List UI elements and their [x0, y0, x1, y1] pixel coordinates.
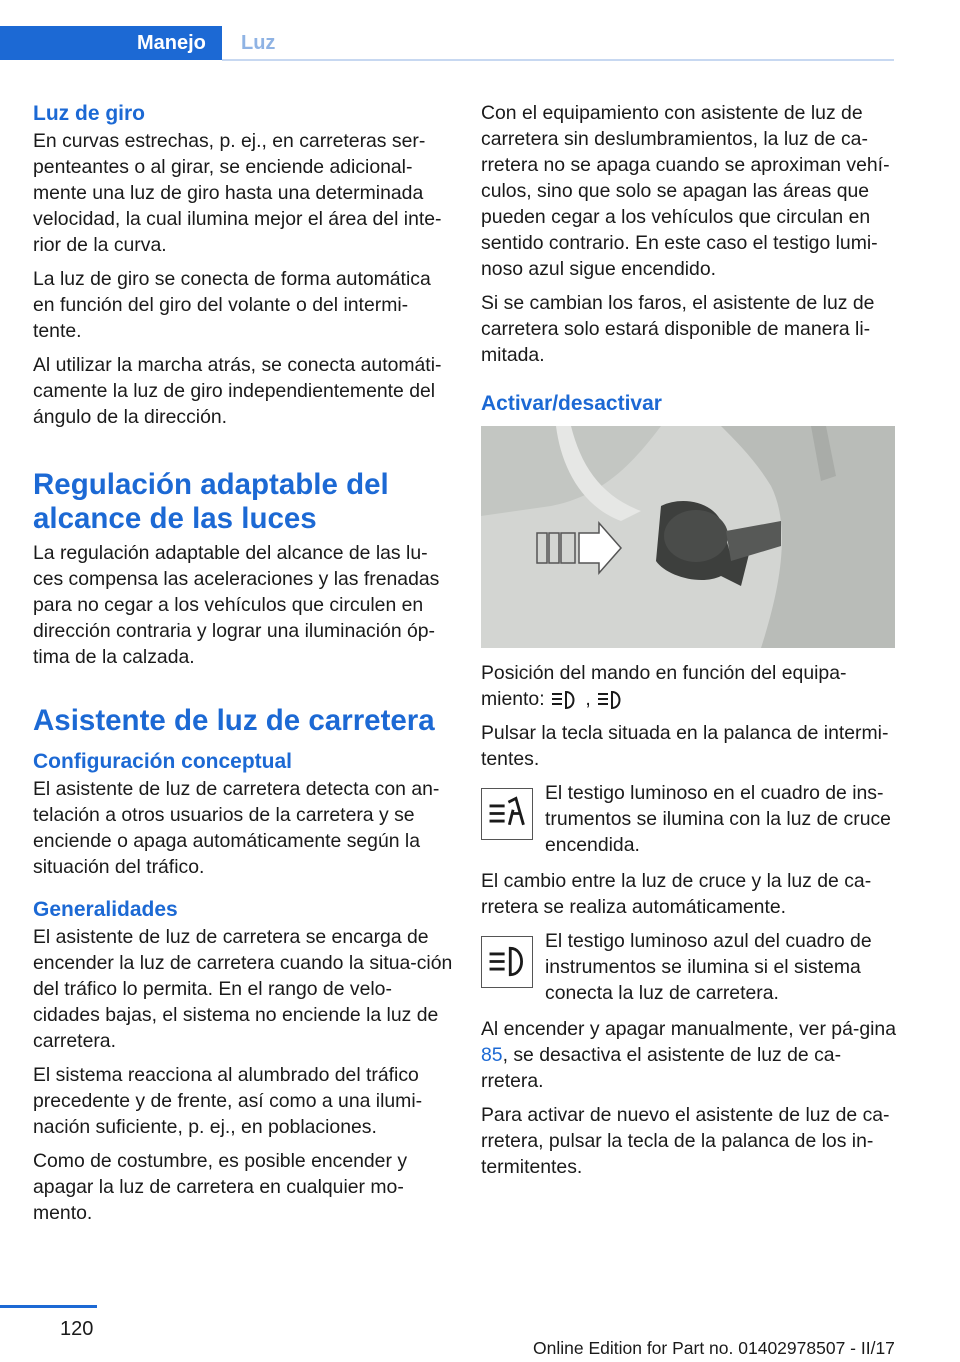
- indicator-row-low-beam: [481, 780, 901, 858]
- heading-regulacion-adaptable: Regulación adaptable del alcance de las luces: [33, 468, 389, 535]
- heading-generalidades: Generalidades: [33, 898, 178, 921]
- high-beam-indicator-icon: [482, 937, 531, 986]
- tab-manejo[interactable]: Manejo: [0, 26, 222, 60]
- paragraph: Como de costumbre, es posible encender y apagar la luz de carretera en cualquier mo-mento.: [33, 1150, 408, 1224]
- edition-label: Online Edition for Part no. 01402978507 - II/17: [533, 1338, 895, 1358]
- paragraph: Pulsar la tecla situada en la palanca de intermi-tentes.: [481, 722, 889, 770]
- indicator-box: [481, 936, 533, 988]
- header-divider: [222, 59, 894, 61]
- indicator-row-high-beam: [481, 928, 901, 1006]
- paragraph-manual: Al encender y apagar manualmente, ver pá-gina 85, se desactiva el asistente de luz de ca-rretera.: [481, 1018, 896, 1092]
- paragraph: El asistente de luz de carretera se encarga de encender la luz de carretera cuando la situa-ción del tráfico lo permita. En el rango de velo-cidades bajas, el sistema no enciende la luz de carretera.: [33, 926, 453, 1052]
- paragraph: Con el equipamiento con asistente de luz de carretera sin deslumbramientos, la luz de ca-rretera no se apaga cuando se aproximan vehí-culos, sino que solo se apagan las áreas que pueden cegar a los vehículos que circulan en sentido contrario. En este caso el testigo lumi-noso azul sigue encendido.: [481, 102, 890, 280]
- indicator-text: El testigo luminoso azul del cuadro de instrumentos se ilumina si el sistema conecta la luz de carretera.: [545, 930, 872, 1004]
- indicator-box: [481, 788, 533, 840]
- page-number: 120: [60, 1318, 94, 1340]
- paragraph: Para activar de nuevo el asistente de luz de ca-rretera, pulsar la tecla de la palanca de los in-termitentes.: [481, 1104, 890, 1178]
- paragraph: La regulación adaptable del alcance de las lu-ces compensa las aceleraciones y las frenadas para no cegar a los vehículos que circulen en dirección contraria y lograr una iluminación óp-tima de la calzada.: [33, 542, 440, 668]
- paragraph: El sistema reacciona al alumbrado del tráfico precedente y de frente, así como a una ilumi-nación suficiente, p. ej., en poblaciones.: [33, 1064, 423, 1138]
- paragraph: El asistente de luz de carretera detecta con an-telación a otros usuarios de la carretera y se enciende o apaga automáticamente según la situación del tráfico.: [33, 778, 440, 878]
- high-beam-assistant-icon: [596, 689, 626, 711]
- stalk-illustration: [481, 426, 895, 648]
- paragraph: El cambio entre la luz de cruce y la luz de ca-rretera se realiza automáticamente.: [481, 870, 872, 918]
- paragraph: La luz de giro se conecta de forma automática en función del giro del volante o del intermi-tente.: [33, 268, 431, 342]
- page-reference-link[interactable]: 85: [481, 1044, 503, 1066]
- paragraph: Al utilizar la marcha atrás, se conecta automáti-camente la luz de giro independientemente del ángulo de la dirección.: [33, 354, 442, 428]
- heading-activar-desactivar: Activar/desactivar: [481, 392, 662, 415]
- turn-signal-stalk-image: [481, 426, 895, 648]
- auto-headlight-indicator-icon: [482, 789, 531, 838]
- paragraph-posicion-mando: Posición del mando en función del equipa-miento: ,: [481, 662, 847, 710]
- paragraph: En curvas estrechas, p. ej., en carreteras ser-penteantes o al girar, se enciende adicional-mente una luz de giro hasta una determinada velocidad, la cual ilumina mejor el área del inte-rior de la curva.: [33, 130, 442, 256]
- heading-luz-de-giro: Luz de giro: [33, 102, 145, 125]
- indicator-text: El testigo luminoso en el cuadro de ins-trumentos se ilumina con la luz de cruce encendida.: [545, 782, 891, 856]
- left-column: [33, 100, 453, 1234]
- paragraph: Si se cambian los faros, el asistente de luz de carretera solo estará disponible de manera li-mitada.: [481, 292, 875, 366]
- heading-asistente-luz-carretera: Asistente de luz de carretera: [33, 704, 435, 737]
- auto-high-beam-icon: [550, 689, 580, 711]
- heading-configuracion-conceptual: Configuración conceptual: [33, 750, 293, 773]
- footer-accent-line: [0, 1305, 97, 1308]
- tab-luz[interactable]: Luz: [222, 26, 894, 60]
- right-column: [481, 100, 901, 1188]
